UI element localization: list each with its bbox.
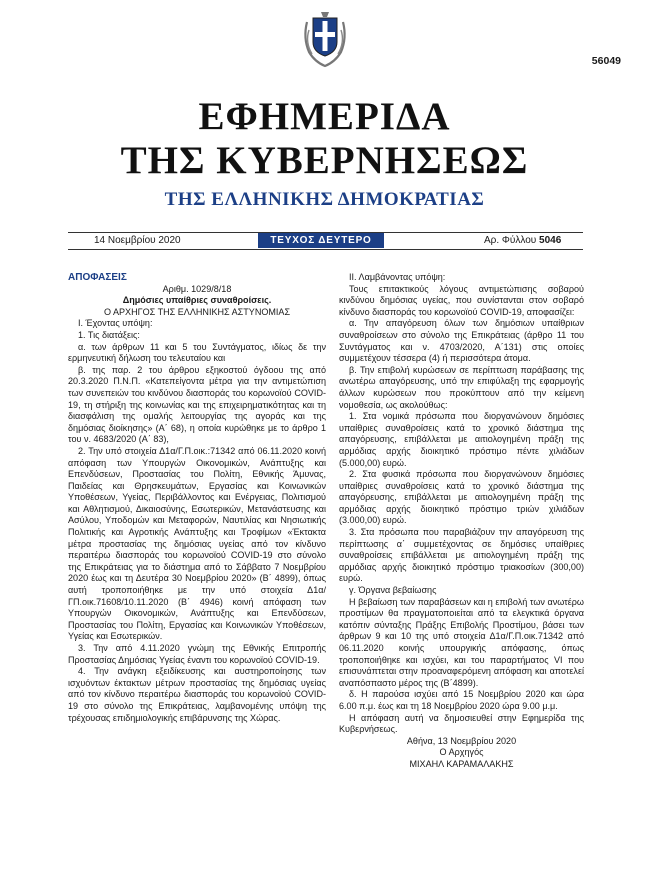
paragraph: β. της παρ. 2 του άρθρου εξηκοστού όγδοου της από 20.3.2020 Π.Ν.Π. «Κατεπείγοντα μέτρα για την αντιμετώπιση των συνεπειών του κινδύνου διασποράς του κορωνοϊού COVID-19, τη στήριξη της κοινωνίας και της επιχειρηματικότητας και τη διασφάλιση της ομαλής λειτουργίας της αγοράς και της δημόσιας διοίκησης» (Α΄ 68), η οποία κυρώθηκε με το άρθρο 1 του ν. 4683/2020 (Α΄ 83), [68,364,326,445]
paragraph: 3. Στα πρόσωπα που παραβιάζουν την απαγόρευση της περίπτωσης α΄ συμμετέχοντας σε δημόσιες υπαίθριες συναθροίσεις επιβάλλεται με αιτιολογημένη πράξη της αρμόδιας αρχής διοικητικό πρόστιμο τριακοσίων (300,00) ευρώ. [339,527,584,584]
paragraph: 2. Την υπό στοιχεία Δ1α/Γ.Π.οικ.:71342 από 06.11.2020 κοινή απόφαση των Υπουργών Οικονομικών, Ανάπτυξης και Επενδύσεων, Προστασίας του Πολίτη, Εθνικής Άμυνας, Παιδείας και Θρησκευμάτων, Εργασίας και Κοινωνικών Υποθέσεων, Υγείας, Περιβάλλοντος και Ενέργειας, Πολιτισμού και Αθλητισμού, Δικαιοσύνης, Εσωτερικών, Μετανάστευσης και Ασύλου, Υποδομών και Μεταφορών, Ναυτιλίας και Νησιωτικής Πολιτικής και Αγροτικής Ανάπτυξης και Τροφίμων «Έκτακτα μέτρα προστασίας της δημόσιας υγείας από τον κίνδυνο περαιτέρω διασποράς του κορωνοϊού COVID-19 στο σύνολο της Επικράτειας για το διάστημα από το Σάββατο 7 Νοεμβρίου 2020 έως και τη Δευτέρα 30 Νοεμβρίου 2020» (Β΄ 4899), όπως αυτή τροποποιήθηκε με την υπό στοιχεία Δ1α/ΓΠ.οικ.71608/10.11.2020 (Β΄ 4946) κοινή απόφαση των Υπουργών Οικονομικών, Ανάπτυξης και Επενδύσεων, Προστασίας του Πολίτη, Εργασίας και Κοινωνικών Υποθέσεων, Υγείας και Εσωτερικών. [68,445,326,642]
header-rule-bottom [68,249,583,250]
right-column [339,272,584,771]
paragraph: 3. Την από 4.11.2020 γνώμη της Εθνικής Επιτροπής Προστασίας Δημόσιας Υγείας έναντι του κορωνοϊού COVID-19. [68,643,326,665]
gazette-title-line1: ΕΦΗΜΕΡΙΔΑ [198,95,451,138]
gazette-subtitle: ΤΗΣ ΕΛΛΗΝΙΚΗΣ ΔΗΜΟΚΡΑΤΙΑΣ [164,189,485,210]
paragraph: γ. Όργανα βεβαίωσης [349,585,437,596]
decision-title: Δημόσιες υπαίθριες συναθροίσεις. [122,295,272,306]
gazette-title-line2: ΤΗΣ ΚΥΒΕΡΝΗΣΕΩΣ [120,139,529,182]
decision-authority: Ο ΑΡΧΗΓΟΣ ΤΗΣ ΕΛΛΗΝΙΚΗΣ ΑΣΤΥΝΟΜΙΑΣ [103,306,291,317]
sheet-number [484,235,561,246]
left-column [68,272,326,724]
paragraph: δ. Η παρούσα ισχύει από 15 Νοεμβρίου 2020 και ώρα 6.00 π.μ. έως και τη 18 Νοεμβρίου 2020 ώρα 9.00 μ.μ. [339,689,584,711]
signature-name: ΜΙΧΑΗΛ ΚΑΡΑΜΑΛΑΚΗΣ [409,758,514,769]
paragraph: ΙΙ. Λαμβάνοντας υπόψη: [349,272,446,282]
paragraph: β. Την επιβολή κυρώσεων σε περίπτωση παράβασης της ανωτέρω απαγόρευσης, υπό την επιφύλαξη της εφαρμογής άλλων κυρώσεων που προκύπτουν από την κείμενη νομοθεσία, ως ακολούθως: [339,364,584,410]
section-heading: ΑΠΟΦΑΣΕΙΣ [68,272,127,283]
sheet-label: Αρ. Φύλλου [484,235,537,246]
paragraph: Η απόφαση αυτή να δημοσιευθεί στην Εφημερίδα της Κυβερνήσεως. [339,712,584,735]
paragraph: 1. Στα νομικά πρόσωπα που διοργανώνουν δημόσιες υπαίθριες συναθροίσεις κατά το χρονικό διάστημα της απαγόρευσης, επιβάλλεται με αιτιολογημένη πράξη της αρμόδιας αρχής διοικητικό πρόστιμο πέντε χιλιάδων (5.000,00) ευρώ. [339,411,584,468]
decision-number: Αριθμ. 1029/8/18 [162,283,232,294]
paragraph: Ι. Έχοντας υπόψη: [78,318,153,329]
paragraph: Η βεβαίωση των παραβάσεων και η επιβολή των ανωτέρω προστίμων θα πραγματοποιείται από τα ελεγκτικά όργανα κατόπιν σύνταξης Πράξης Επιβολής Προστίμου, βάσει των άρθρων 9 και 10 της υπό στοιχεία Δ1α/Γ.Π.οικ.71342 από 06.11.2020 κοινής υπουργικής απόφασης, όπως τροποποιήθηκε και ισχύει, και του παραρτήματος VI που επισυνάπτεται στην προαναφερόμενη απόφαση και αποτελεί αναπόσπαστο μέρος της (Β΄4899). [339,596,584,688]
paragraph: α. των άρθρων 11 και 5 του Συντάγματος, ιδίως δε την ερμηνευτική δήλωση του τελευταίου και [68,341,326,364]
signature-date: Αθήνα, 13 Νοεμβρίου 2020 [406,735,517,746]
signature-role: Ο Αρχηγός [439,747,484,758]
issue-badge: ΤΕΥΧΟΣ ΔΕΥΤΕΡΟ [258,233,384,248]
paragraph: 2. Στα φυσικά πρόσωπα που διοργανώνουν δημόσιες υπαίθριες συναθροίσεις κατά το χρονικό διάστημα της απαγόρευσης, επιβάλλεται με αιτιολογημένη πράξη της αρμόδιας αρχής διοικητικό πρόστιμο τριών χιλιάδων (3.000,00) ευρώ. [339,469,584,526]
sheet-value: 5046 [539,235,562,246]
paragraph: 1. Τις διατάξεις: [78,329,140,340]
paragraph: 4. Την ανάγκη εξειδίκευσης και αυστηροποίησης των ισχυόντων έκτακτων μέτρων προστασίας της δημόσιας υγείας από τον κίνδυνο περαιτέρω διασποράς του κορωνοϊού COVID-19 στο σύνολο της Επικράτειας, λαμβανομένης υπόψη της τρέχουσας επιδημιολογικής επιβάρυνσης της Χώρας. [68,666,326,723]
page-number: 56049 [591,55,621,67]
issue-date: 14 Νοεμβρίου 2020 [94,235,181,246]
paragraph: α. Την απαγόρευση όλων των δημόσιων υπαίθριων συναθροίσεων στο σύνολο της Επικράτειας (άρθρο 11 του Συντάγματος και ν. 4703/2020, Α΄131) στις οποίες συμμετέχουν τέσσερα (4) ή περισσότερα άτομα. [339,318,584,364]
greek-coat-of-arms-icon [299,8,351,70]
paragraph: Τους επιτακτικούς λόγους αντιμετώπισης σοβαρού κινδύνου δημόσιας υγείας, που συνίστανται στον σοβαρό κίνδυνο διασποράς του κορωνοϊού COVID-19, αποφασίζει: [339,283,584,317]
